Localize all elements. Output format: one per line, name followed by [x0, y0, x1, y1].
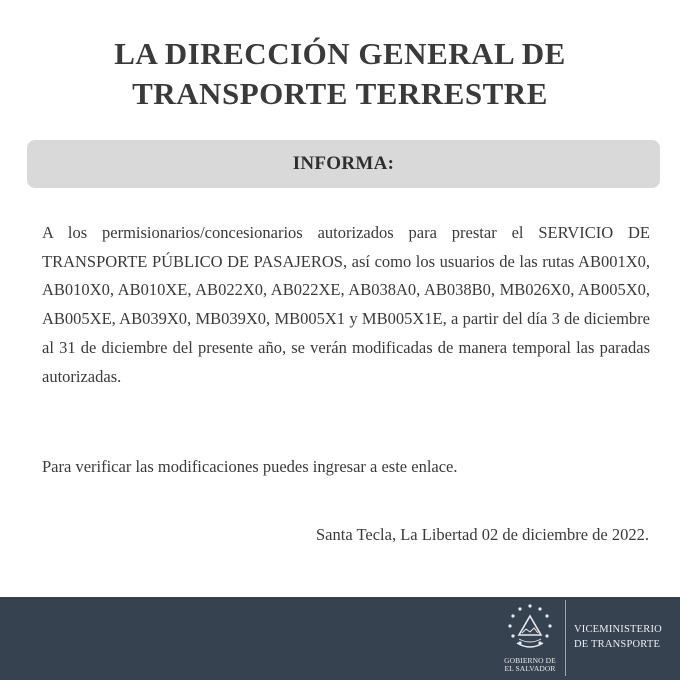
page-title-line-2: TRANSPORTE TERRESTRE [132, 76, 548, 111]
notice-paragraph: A los permisionarios/concesionarios autorizados para prestar el SERVICIO DE TRANSPORTE PÚBLICO DE PASAJEROS, así como los usuarios de las rutas AB001X0, AB010X0, AB010XE, AB022X0, AB022XE, AB038A0, AB038B0, MB026X0, AB005X0, AB005XE, AB039X0, MB039X0, MB005X1 y MB005X1E, a partir del día 3 de diciembre al 31 de diciembre del presente año, se verán modificadas de manera temporal las paradas autorizadas. [42, 223, 650, 386]
footer-divider [565, 600, 566, 676]
viceministry-label-line-1: VICEMINISTERIO [574, 624, 662, 635]
date-line: Santa Tecla, La Libertad 02 de diciembre de 2022. [316, 525, 649, 544]
el-salvador-coat-of-arms-icon [505, 603, 555, 653]
government-label-line-2: EL SALVADOR [504, 664, 556, 673]
informa-label: INFORMA: [292, 153, 395, 174]
government-label-line-1: GOBIERNO DE [504, 656, 556, 665]
informa-banner [27, 140, 660, 188]
government-label [494, 657, 566, 673]
viceministry-label [574, 622, 662, 652]
page-title [0, 34, 680, 114]
page-title-line-1: LA DIRECCIÓN GENERAL DE [114, 36, 566, 71]
verification-link-text[interactable]: Para verificar las modificaciones puedes ingresar a este enlace. [42, 457, 458, 476]
viceministry-label-line-2: DE TRANSPORTE [574, 639, 661, 650]
